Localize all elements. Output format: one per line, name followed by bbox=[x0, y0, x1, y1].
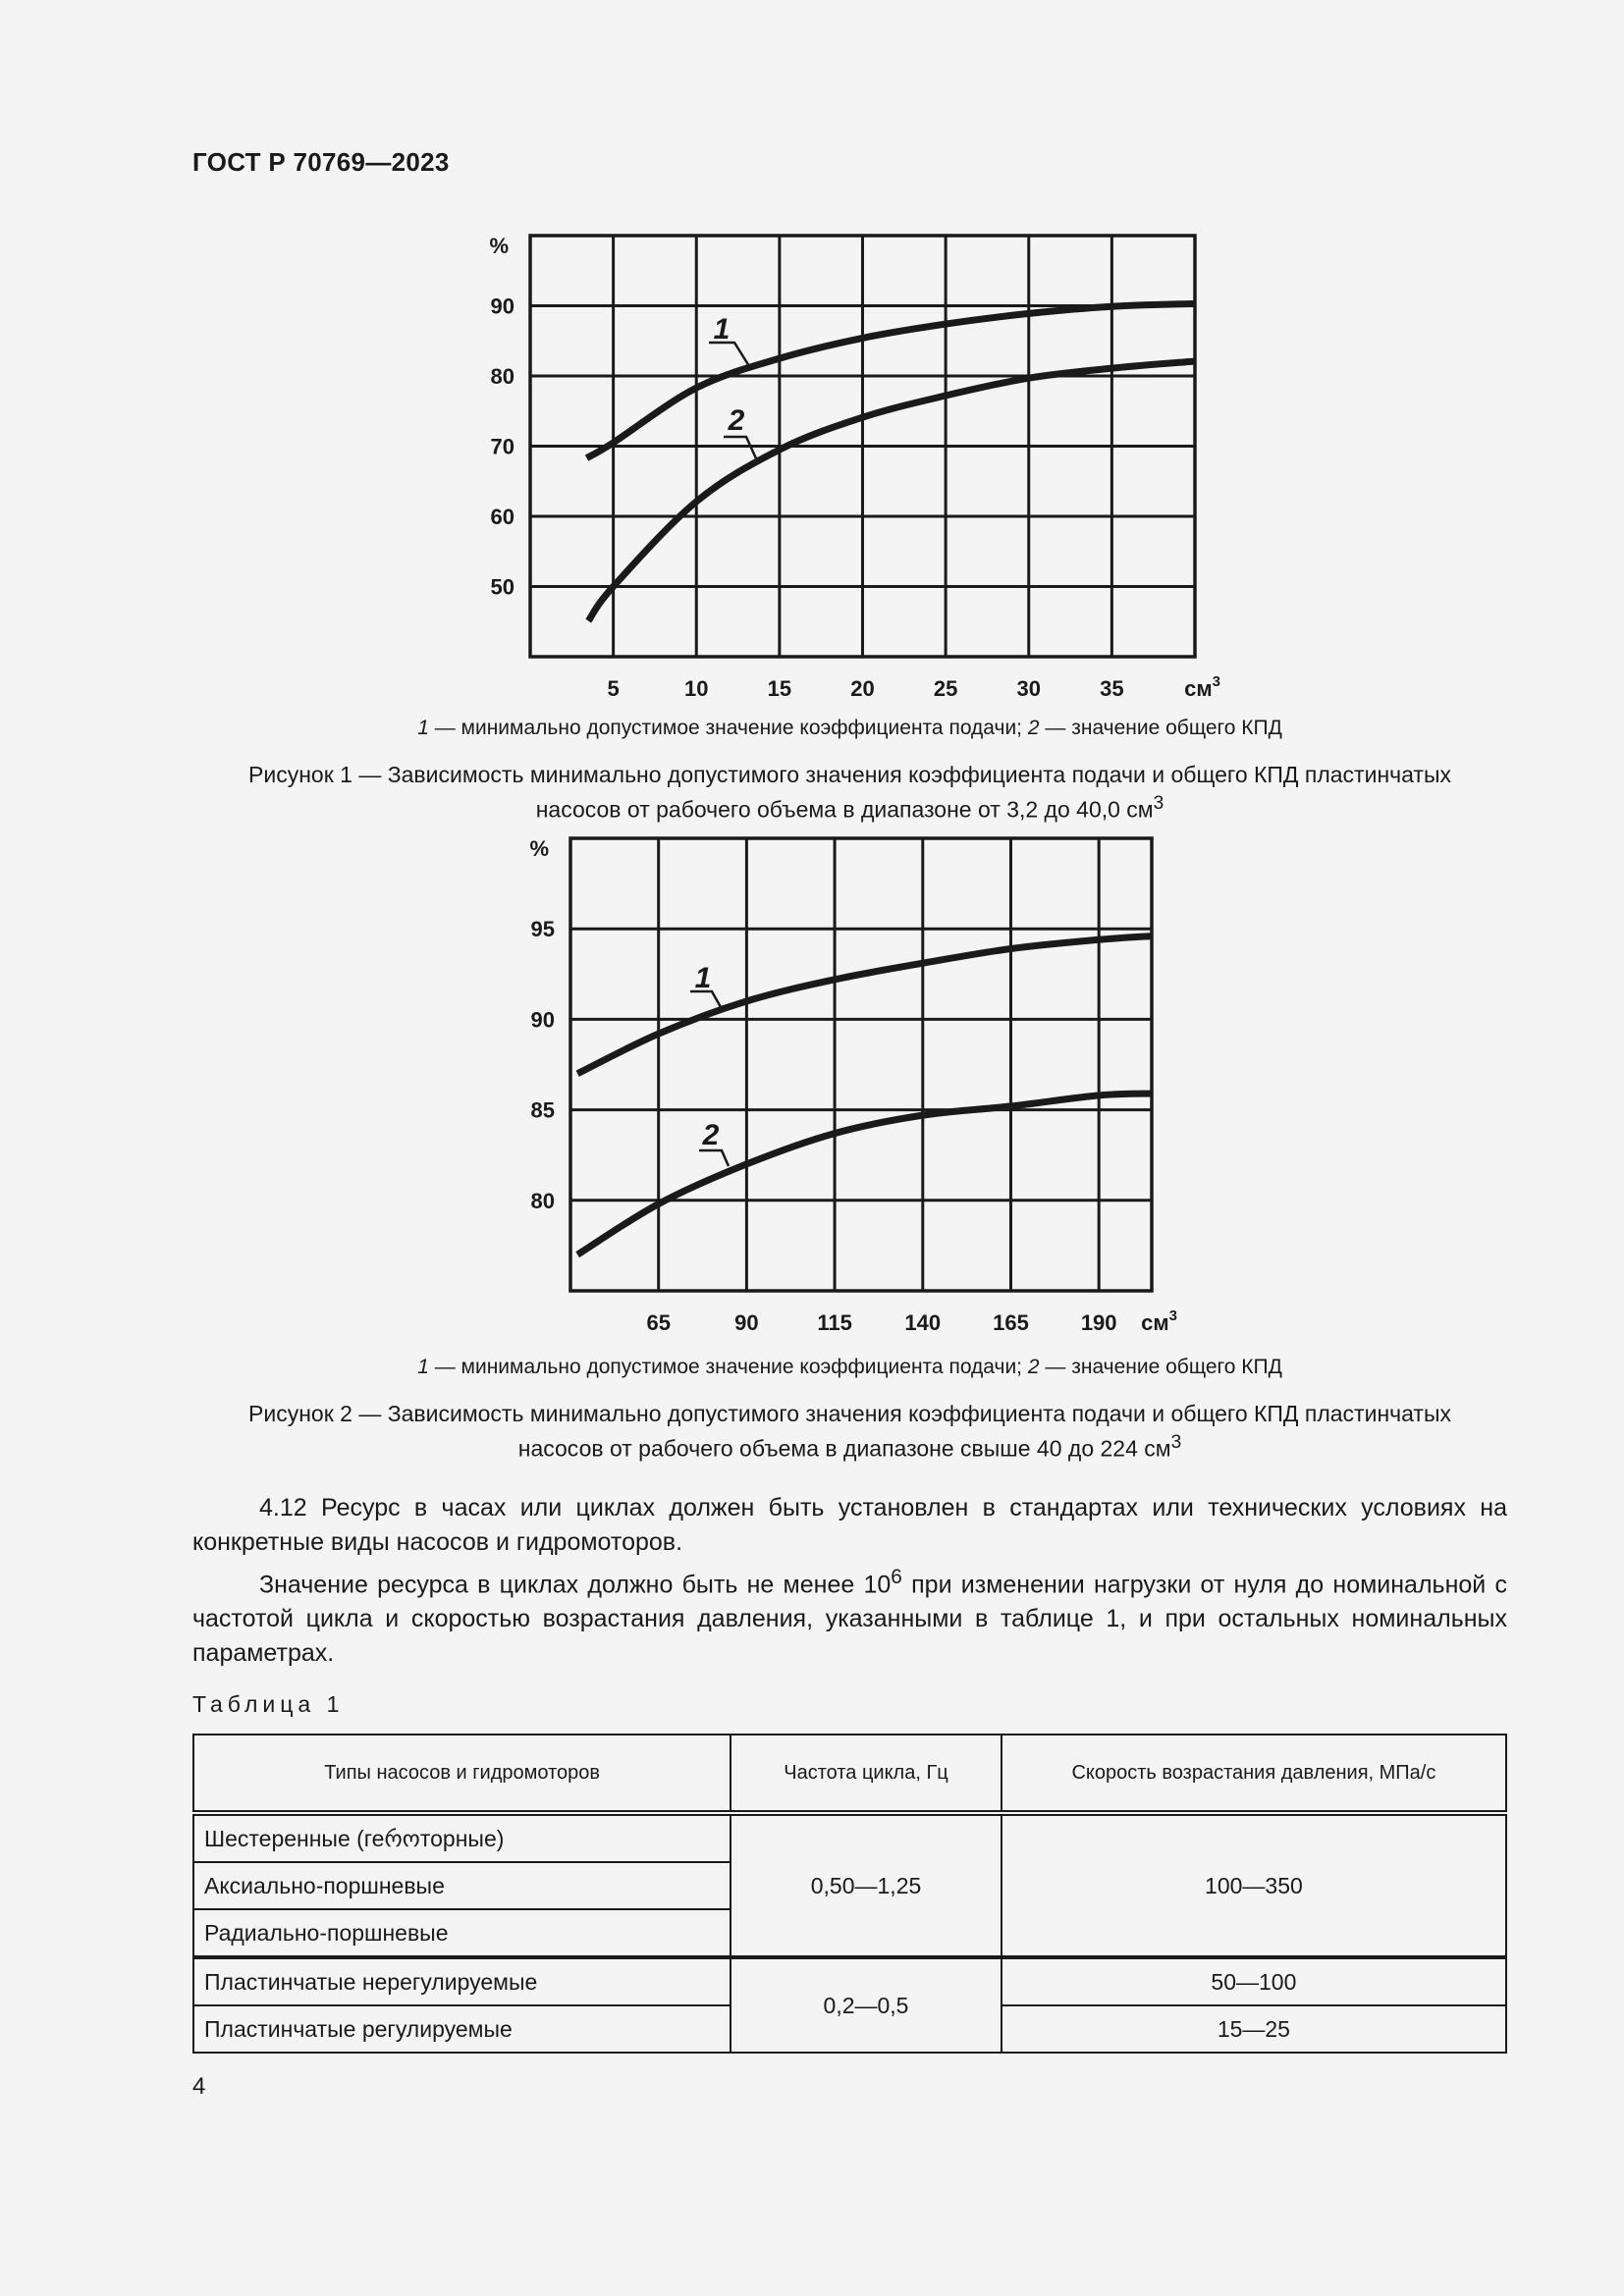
x-tick-label: 165 bbox=[993, 1310, 1029, 1335]
legend-item2-text: — значение общего КПД bbox=[1039, 717, 1282, 739]
cell-rate-group1: 100—350 bbox=[1001, 1813, 1506, 1957]
document-header: ГОСТ Р 70769—2023 bbox=[192, 147, 450, 177]
y-tick-label: 90 bbox=[490, 294, 514, 319]
figure2-caption bbox=[192, 1399, 1507, 1464]
y-tick-label: 60 bbox=[490, 505, 514, 529]
cell-rate: 15—25 bbox=[1001, 2005, 1506, 2053]
y-tick-label: 80 bbox=[530, 1188, 555, 1213]
y-tick-label: 50 bbox=[490, 574, 514, 600]
table-header-row bbox=[193, 1735, 1506, 1813]
curve-label-1: 1 bbox=[713, 313, 731, 346]
cell-rate: 50—100 bbox=[1001, 1957, 1506, 2005]
x-tick-label: 5 bbox=[607, 676, 620, 701]
x-tick-label: 90 bbox=[734, 1310, 759, 1335]
figure2-caption-line2: насосов от рабочего объема в диапазоне свыше 40 до 224 $см^3$ bbox=[517, 1432, 1182, 1462]
cell-frequency-group1: 0,50—1,25 bbox=[731, 1813, 1001, 1957]
header-pressure-rate: Скорость возрастания давления, МПа/с bbox=[1001, 1735, 1506, 1813]
paragraph-resource-cycles: Значение ресурса в циклах должно быть не менее $10^6$ при изменении нагрузки от нуля до номинальной с частотой цикла и скоростью возрастания давления, указанными в таблице 1, и при остальных номинальных параметрах. bbox=[192, 1566, 1507, 1668]
page-number: 4 bbox=[192, 2073, 206, 2100]
figure2-legend bbox=[192, 1355, 1507, 1380]
y-axis-unit: % bbox=[489, 234, 509, 258]
curve-series-2 bbox=[577, 1094, 1152, 1255]
curve-label-2: 2 bbox=[728, 404, 745, 437]
legend-item2-number: 2 bbox=[1027, 1356, 1040, 1378]
x-axis-unit: $см^3$ bbox=[1141, 1308, 1177, 1335]
header-cycle-frequency: Частота цикла, Гц bbox=[731, 1735, 1001, 1813]
paragraph-4-12: 4.12 Ресурс в часах или циклах должен быть установлен в стандартах или технических условиях на конкретные виды насосов и гидромоторов. bbox=[192, 1494, 1507, 1556]
table-row bbox=[193, 1813, 1506, 1862]
x-tick-label: 190 bbox=[1080, 1310, 1117, 1335]
x-tick-label: 25 bbox=[933, 676, 958, 701]
figure2-caption-line1: Рисунок 2 — Зависимость минимально допустимого значения коэффициента подачи и общего КПД пластинчатых bbox=[248, 1401, 1451, 1426]
curve-leader-line bbox=[699, 1150, 729, 1166]
x-tick-label: 115 bbox=[817, 1310, 852, 1335]
legend-item2-number: 2 bbox=[1027, 717, 1040, 739]
y-axis-unit: % bbox=[529, 836, 549, 861]
x-tick-label: 30 bbox=[1016, 676, 1041, 701]
cell-type: Пластинчатые нерегулируемые bbox=[193, 1957, 731, 2005]
x-tick-label: 65 bbox=[646, 1310, 671, 1335]
x-axis-unit: $см^3$ bbox=[1184, 673, 1220, 701]
y-tick-label: 85 bbox=[530, 1097, 555, 1123]
x-tick-label: 10 bbox=[684, 676, 709, 701]
cell-type: Радиально-поршневые bbox=[193, 1909, 731, 1957]
x-tick-label: 140 bbox=[904, 1310, 942, 1335]
curve-label-2: 2 bbox=[702, 1119, 720, 1151]
cell-type: Шестеренные (геროторные) bbox=[193, 1813, 731, 1862]
legend-item1-text: — минимально допустимое значение коэффициента подачи; bbox=[428, 1356, 1028, 1378]
figure1-caption-line2: насосов от рабочего объема в диапазоне от 3,2 до 40,0 $см^3$ bbox=[535, 793, 1164, 823]
x-tick-label: 35 bbox=[1100, 676, 1124, 701]
legend-item1-number: 1 bbox=[417, 1356, 429, 1378]
cell-type: Аксиально-поршневые bbox=[193, 1862, 731, 1909]
header-pump-types: Типы насосов и гидромоторов bbox=[193, 1735, 731, 1813]
table-1 bbox=[192, 1734, 1507, 2054]
x-tick-label: 20 bbox=[850, 676, 875, 701]
y-tick-label: 90 bbox=[530, 1007, 555, 1033]
y-tick-label: 70 bbox=[490, 434, 514, 459]
curve-series-1 bbox=[577, 936, 1152, 1074]
cell-type: Пластинчатые регулируемые bbox=[193, 2005, 731, 2053]
legend-item1-text: — минимально допустимое значение коэффициента подачи; bbox=[428, 717, 1028, 739]
x-tick-label: 15 bbox=[767, 676, 792, 701]
table-title: Таблица 1 bbox=[192, 1691, 345, 1717]
y-tick-label: 80 bbox=[490, 364, 514, 389]
y-tick-label: 95 bbox=[530, 917, 555, 942]
curve-label-1: 1 bbox=[694, 962, 712, 994]
legend-item2-text: — значение общего КПД bbox=[1039, 1356, 1282, 1378]
figure1-caption-line1: Рисунок 1 — Зависимость минимально допустимого значения коэффициента подачи и общего КПД пластинчатых bbox=[248, 762, 1451, 787]
table-row bbox=[193, 1957, 1506, 2005]
cell-frequency-group2: 0,2—0,5 bbox=[731, 1957, 1001, 2053]
legend-item1-number: 1 bbox=[417, 717, 429, 739]
